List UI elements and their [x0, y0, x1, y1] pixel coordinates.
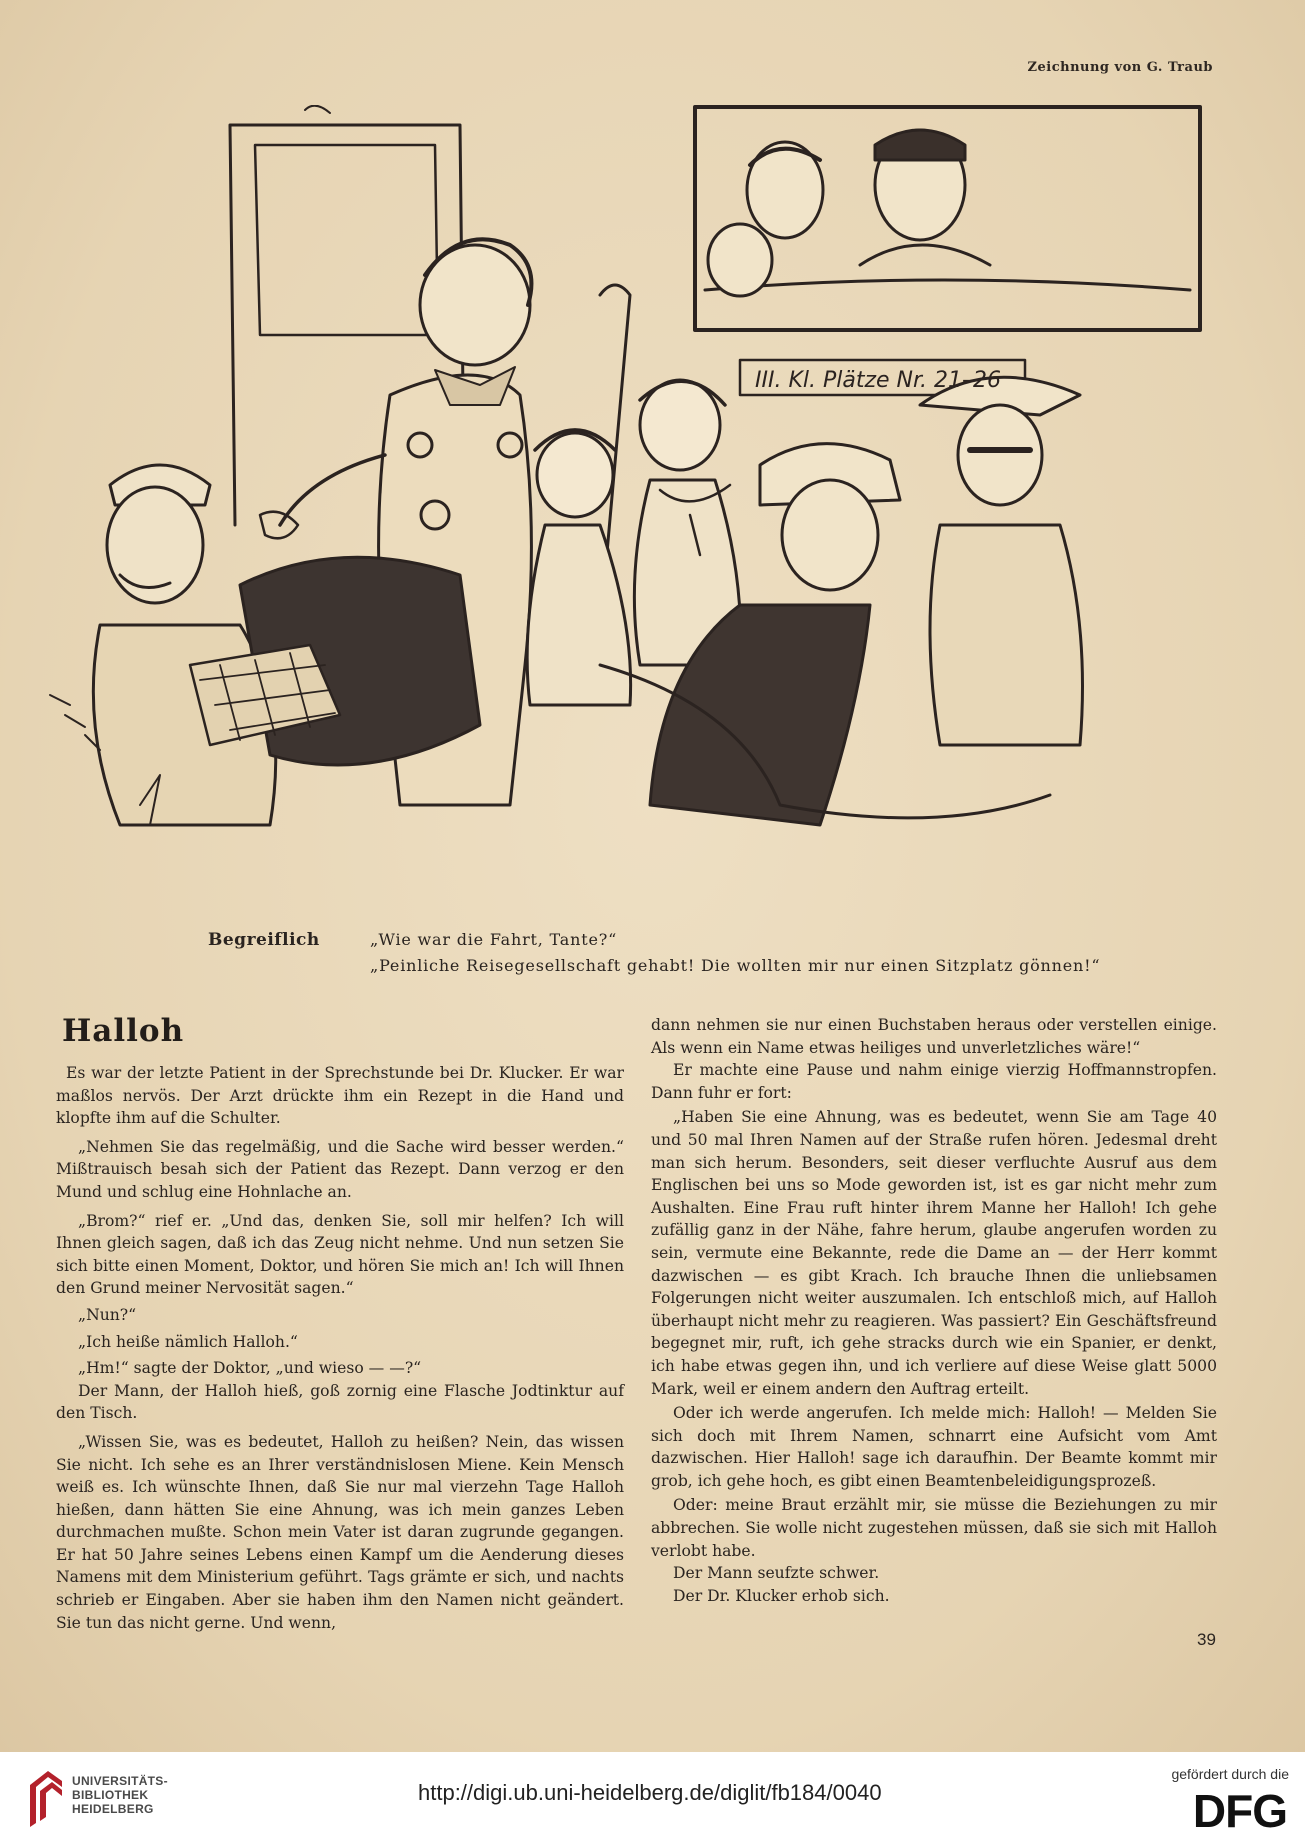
seat-sign-text: III. Kl. Plätze Nr. 21–26: [755, 368, 1001, 393]
paragraph: „Hm!“ sagte der Doktor, „und wieso — —?“: [78, 1359, 422, 1378]
paragraph: Er machte eine Pause und nahm einige vierzig Hoffmannstropfen. Dann fuhr er fort:: [651, 1061, 1217, 1102]
illustration-credit: Zeichnung von G. Traub: [1027, 60, 1213, 75]
digitization-footer: [0, 1752, 1305, 1842]
funding-note: gefördert durch die: [1171, 1766, 1289, 1782]
paragraph: „Ich heiße nämlich Halloh.“: [78, 1332, 298, 1351]
paragraph: Oder ich werde angerufen. Ich melde mich: Halloh! — Melden Sie sich doch mit Ihrem Namen, schnarrt eine Aufsicht vom Amt dazwischen. Hier Halloh! sage ich daraufhin. Der Beamte kommt mir grob, ich gehe hoch, es gibt einen Beamtenbeleidigungsprozeß.: [651, 1404, 1217, 1490]
library-name-line: BIBLIOTHEK: [72, 1788, 149, 1802]
ub-heidelberg-logo-icon: [22, 1765, 68, 1831]
library-name-line: UNIVERSITÄTS-: [72, 1774, 168, 1788]
library-name: [72, 1774, 168, 1816]
paragraph: Der Dr. Klucker erhob sich.: [673, 1586, 890, 1605]
girl-head-2: [640, 380, 720, 470]
text-column-right: [651, 1014, 1217, 1607]
paragraph: „Haben Sie eine Ahnung, was es bedeutet, wenn Sie am Tage 40 und 50 mal Ihren Namen auf der Straße rufen hören. Jedesmal dreht man sich herum. Besonders, seit dieser verfluchte Ausruf aus dem Englischen bei uns so Mode geworden ist, ist es gar nicht mehr zum Aushalten. Eine Frau ruft hinter ihrem Manne her Halloh! Ich gehe zufällig ganz in der Nähe, fahre herum, glaube angerufen worden zu sein, vermute eine Bekannte, rede die Dame an — der Herr kommt dazwischen — es gibt Krach. Ich brauche Ihnen die unliebsamen Folgerungen nicht weiter auszumalen. Ich entschloß mich, auf Halloh überhaupt nicht mehr zu reagieren. Was passiert? Ein Geschäftsfreund begegnet mir, ruft, ich gehe stracks durch wie ein Spanier, er denkt, ich habe etwas gegen ihn, und ich verliere auf diese Weise glatt 5000 Mark, weil er einem andern den Auftrag erteilt.: [651, 1108, 1217, 1398]
paragraph: „Wissen Sie, was es bedeutet, Halloh zu heißen? Nein, das wissen Sie nicht. Ich sehe es an Ihrer verständnislosen Miene. Kein Mensch weiß es. Ich wünschte Ihnen, daß Sie nur mal vierzehn Tage Halloh hießen, dann hätten Sie eine Ahnung, was ich mein ganzes Leben durchmachen mußte. Schon mein Vater ist daran zugrunde gegangen. Er hat 50 Jahre seines Lebens einen Kampf um die Aenderung dieses Namens mit dem Ministerium geführt. Tags grämte er sich, und nachts schrieb er Eingaben. Aber sie haben ihm den Namen nicht geändert. Sie tun das nicht gerne. Und wenn,: [56, 1432, 624, 1632]
girl-head-1: [537, 433, 613, 517]
caption-label: Begreiflich: [208, 930, 320, 950]
dfg-logo: DFG: [1192, 1785, 1287, 1837]
paragraph: dann nehmen sie nur einen Buchstaben heraus oder verstellen einige. Als wenn ein Name etwas heiliges und unverletzliches wäre!“: [651, 1016, 1217, 1057]
paragraph: „Nun?“: [78, 1305, 137, 1324]
library-name-line: HEIDELBERG: [72, 1802, 154, 1816]
page-number: 39: [1197, 1630, 1216, 1649]
paragraph: „Nehmen Sie das regelmäßig, und die Sache wird besser werden.“ Mißtrauisch besah sich der Patient das Rezept. Dann verzog er den Mund und schlug eine Hohnlache an.: [56, 1137, 624, 1201]
caption-line: „Peinliche Reisegesellschaft gehabt! Die wollten mir nur einen Sitzplatz gönnen!“: [370, 956, 1101, 975]
paragraph: Es war der letzte Patient in der Sprechstunde bei Dr. Klucker. Er war maßlos nervös. Der Arzt drückte ihm ein Rezept in die Hand und klopfte ihm auf die Schulter.: [56, 1064, 624, 1128]
paragraph: Der Mann seufzte schwer.: [673, 1564, 880, 1583]
paragraph: „Brom?“ rief er. „Und das, denken Sie, soll mir helfen? Ich will Ihnen gleich sagen, daß ich das Zeug nicht nehme. Und nun setzen Sie sich bitte einen Moment, Doktor, und hören Sie mich an! Ich will Ihnen den Grund meiner Nervosität sagen.“: [56, 1211, 624, 1298]
cartoon-illustration: [40, 105, 1235, 920]
caption-line: „Wie war die Fahrt, Tante?“: [370, 930, 618, 949]
article-title: Halloh: [62, 1013, 185, 1049]
text-column-left: [56, 1062, 624, 1634]
permalink-url[interactable]: http://digi.ub.uni-heidelberg.de/diglit/fb184/0040: [418, 1780, 882, 1805]
paragraph: Oder: meine Braut erzählt mir, sie müsse die Beziehungen zu mir abbrechen. Sie wolle nicht zugestehen müssen, daß sie sich mit Halloh verlobt habe.: [651, 1496, 1217, 1560]
paragraph: Der Mann, der Halloh hieß, goß zornig eine Flasche Jodtinktur auf den Tisch.: [56, 1381, 624, 1423]
